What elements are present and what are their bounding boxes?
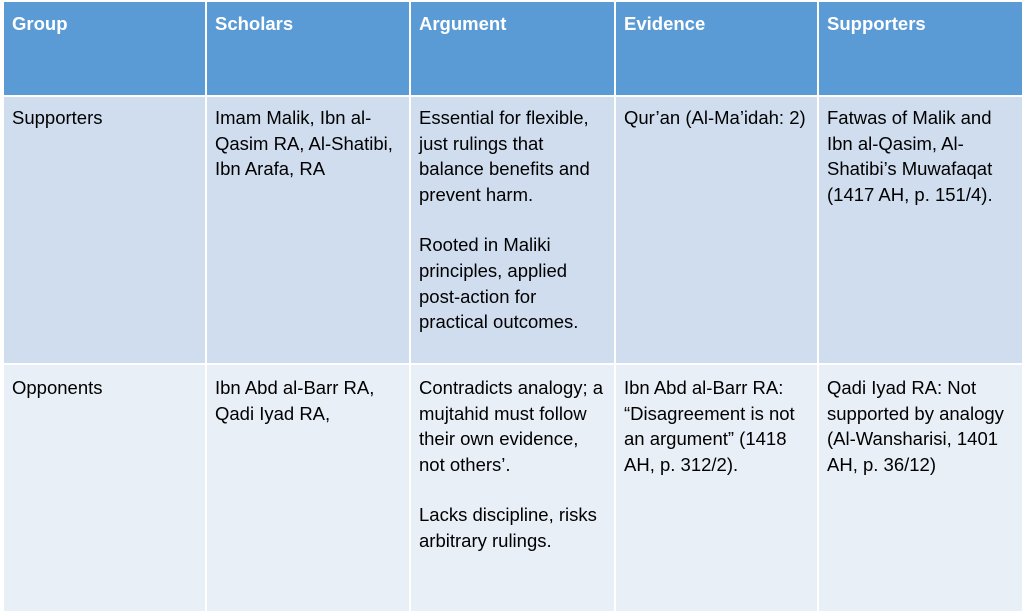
cell-group: Supporters (3, 96, 206, 364)
argument-paragraph: Essential for flexible, just rulings that balance benefits and prevent harm. (419, 107, 590, 205)
cell-evidence: Qur’an (Al-Ma’idah: 2) (615, 96, 818, 364)
argument-paragraph: Lacks discipline, risks arbitrary rulings. (419, 504, 597, 551)
table-row (3, 364, 1023, 612)
cell-scholars: Imam Malik, Ibn al-Qasim RA, Al-Shatibi, Ibn Arafa, RA (206, 96, 410, 364)
comparison-table (2, 0, 1024, 613)
table-row (3, 96, 1023, 364)
header-row (3, 1, 1023, 96)
cell-scholars: Ibn Abd al-Barr RA, Qadi Iyad RA, (206, 364, 410, 612)
cell-argument (410, 364, 615, 612)
cell-supporters: Qadi Iyad RA: Not supported by analogy (Al-Wansharisi, 1401 AH, p. 36/12) (818, 364, 1023, 612)
header-evidence: Evidence (615, 1, 818, 96)
cell-supporters: Fatwas of Malik and Ibn al-Qasim, Al-Shatibi’s Muwafaqat (1417 AH, p. 151/4). (818, 96, 1023, 364)
cell-evidence: Ibn Abd al-Barr RA: “Disagreement is not an argument” (1418 AH, p. 312/2). (615, 364, 818, 612)
argument-paragraph: Contradicts analogy; a mujtahid must follow their own evidence, not others’. (419, 377, 604, 475)
header-scholars: Scholars (206, 1, 410, 96)
cell-argument (410, 96, 615, 364)
header-argument: Argument (410, 1, 615, 96)
cell-group: Opponents (3, 364, 206, 612)
header-group: Group (3, 1, 206, 96)
argument-paragraph: Rooted in Maliki principles, applied post-action for practical outcomes. (419, 234, 579, 333)
header-supporters: Supporters (818, 1, 1023, 96)
